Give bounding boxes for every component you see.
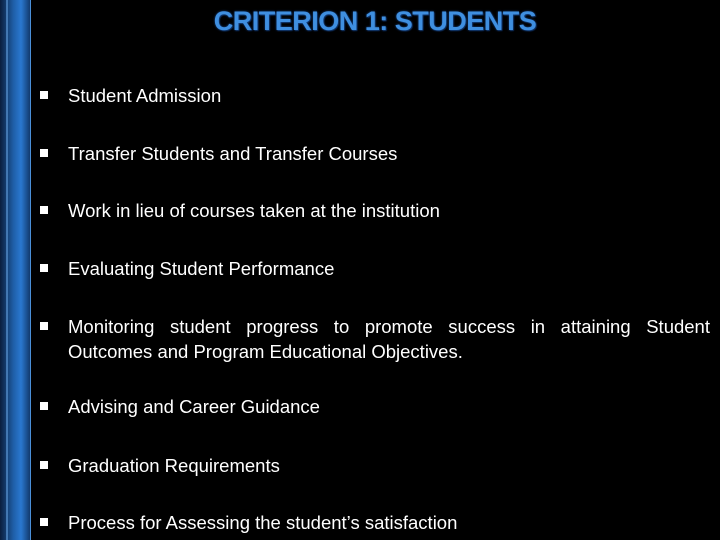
bullet-text: Work in lieu of courses taken at the institution [68,200,440,221]
bullet-text: Evaluating Student Performance [68,258,335,279]
bullet-item [40,510,710,535]
bullet-item [40,83,710,108]
square-bullet-icon [40,402,48,410]
square-bullet-icon [40,206,48,214]
bullet-item [40,256,710,281]
bullet-text: Transfer Students and Transfer Courses [68,143,398,164]
bullet-text: Advising and Career Guidance [68,396,320,417]
bullet-text: Graduation Requirements [68,455,280,476]
square-bullet-icon [40,91,48,99]
bullet-item [40,141,710,166]
square-bullet-icon [40,322,48,330]
bullet-item [40,314,710,364]
square-bullet-icon [40,461,48,469]
bullet-text: Process for Assessing the student’s satisfaction [68,512,458,533]
decorative-side-bar [0,0,31,540]
square-bullet-icon [40,149,48,157]
bullet-item [40,453,710,478]
bullet-item [40,198,710,223]
square-bullet-icon [40,518,48,526]
bullet-item [40,394,710,419]
square-bullet-icon [40,264,48,272]
bullet-text: Student Admission [68,85,222,106]
slide-title: CRITERION 1: STUDENTS [213,6,537,36]
bullet-text: Monitoring student progress to promote success in attaining Student Outcomes and Program Educational Objectives. [68,316,710,362]
